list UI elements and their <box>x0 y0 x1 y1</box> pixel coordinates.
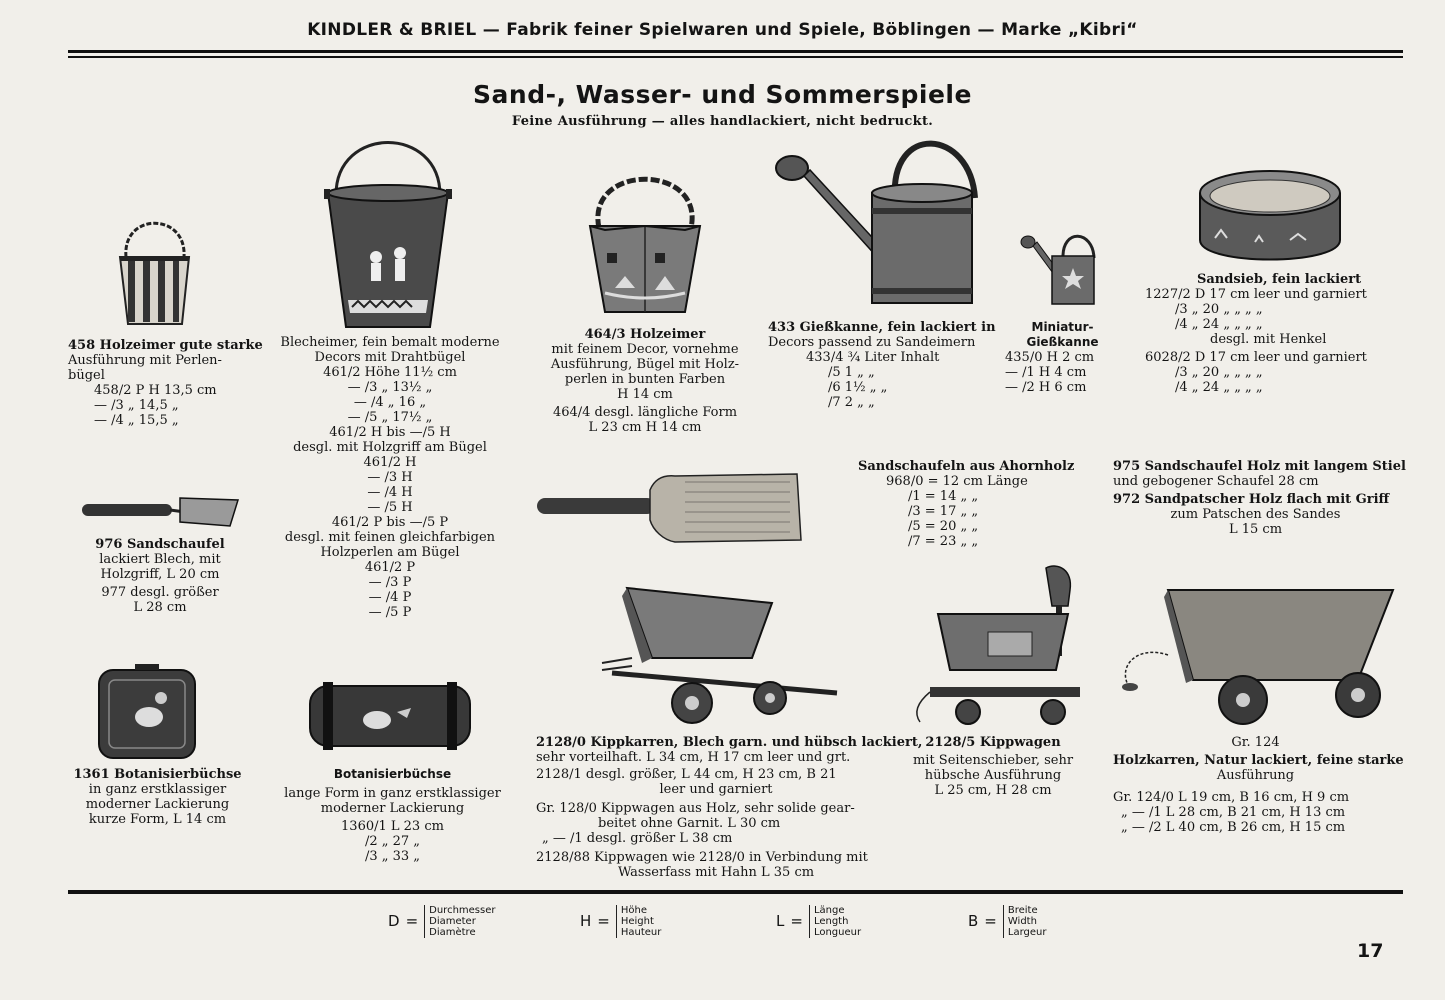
holzeimer-464-line: 464/3 Holzeimer <box>584 327 706 342</box>
botanisierbuechse-1360-text <box>275 767 510 864</box>
kippkarren-line: Wasserfass mit Hahn L 35 cm <box>617 865 815 880</box>
header-rule-thin <box>68 56 1403 58</box>
sandsieb-text <box>1145 272 1395 395</box>
wooden-shovel-illustration <box>535 470 805 550</box>
legend-word: Durchmesser <box>429 905 496 916</box>
legend-word: Diamètre <box>429 927 476 938</box>
sandschaufel-975-line: zum Patschen des Sandes <box>1170 507 1341 522</box>
wooden-cart-illustration <box>1098 585 1398 730</box>
miniature-watering-can-illustration <box>1018 228 1098 308</box>
legend-symbol: D <box>388 912 400 930</box>
catalog-header: KINDLER & BRIEL — Fabrik feiner Spielwaren und Spiele, Böblingen — Marke „Kibri“ <box>307 20 1138 40</box>
blecheimer-size: Holzperlen am Bügel <box>320 545 460 560</box>
blecheimer-text <box>275 335 505 620</box>
botanisier-1360-line: 1360/1 L 23 cm <box>341 819 444 834</box>
sandsieb-line: /4 „ 24 „ „ „ „ <box>1175 317 1263 332</box>
miniatur-line: Gießkanne <box>1026 335 1099 349</box>
miniatur-line: 435/0 H 2 cm <box>1005 350 1095 365</box>
legend-word: Länge <box>813 905 845 916</box>
blecheimer-size: 461/2 P bis —/5 P <box>331 515 449 530</box>
tipper-cart-illustration <box>592 578 842 728</box>
kippkarren-line: sehr vorteilhaft. L 34 cm, H 17 cm leer und grt. <box>536 750 851 765</box>
blecheimer-size: — /4 P <box>368 590 412 605</box>
holzkarren-line: „ — /1 L 28 cm, B 21 cm, H 13 cm <box>1121 805 1346 820</box>
sandschaufel-976-line: 977 desgl. größer <box>101 585 219 600</box>
sandsieb-line: /4 „ 24 „ „ „ „ <box>1175 380 1263 395</box>
sandschaufeln-line: /3 = 17 „ „ <box>908 504 979 519</box>
holzkarren-line: Holzkarren, Natur lackiert, feine starke <box>1113 753 1404 768</box>
legend-word: Longueur <box>813 927 862 938</box>
holzkarren-line: „ — /2 L 40 cm, B 26 cm, H 15 cm <box>1121 820 1346 835</box>
giesskanne-line: /7 2 „ „ <box>828 395 875 410</box>
holzeimer-458-line: bügel <box>68 368 105 383</box>
botanisierbuechse-1361-text <box>70 767 245 827</box>
holzeimer-464-line: Ausführung, Bügel mit Holz- <box>550 357 740 372</box>
blecheimer-size: 461/2 P <box>364 560 416 575</box>
holzeimer-458-line: 458 Holzeimer gute starke <box>68 338 263 353</box>
giesskanne-line: 433/4 ¾ Liter Inhalt <box>806 350 940 365</box>
holzeimer-458-size: — /4 „ 15,5 „ <box>94 413 179 428</box>
holzeimer-464-line: perlen in bunten Farben <box>564 372 726 387</box>
sandsieb-line: Sandsieb, fein lackiert <box>1197 272 1362 287</box>
holzeimer-458-text <box>68 338 263 428</box>
legend-symbol: L <box>776 912 785 930</box>
holzeimer-458-line: Ausführung mit Perlen- <box>68 353 222 368</box>
sandschaufel-976-line: lackiert Blech, mit <box>99 552 221 567</box>
kippkarren-line: Gr. 128/0 Kippwagen aus Holz, sehr solide gear- <box>536 801 855 816</box>
holzkarren-line: Gr. 124/0 L 19 cm, B 16 cm, H 9 cm <box>1113 790 1350 805</box>
giesskanne-text <box>768 320 996 410</box>
kippkarren-line: beitet ohne Garnit. L 30 cm <box>598 816 781 831</box>
holzkarren-text <box>1113 735 1404 835</box>
holzeimer-464-line: H 14 cm <box>617 387 673 402</box>
holzeimer-458-size: — /3 „ 14,5 „ <box>94 398 179 413</box>
legend-word: Höhe <box>620 905 647 916</box>
holzeimer-464-line: 464/4 desgl. längliche Form <box>552 405 738 420</box>
sandschaufel-976-line: L 28 cm <box>133 600 187 615</box>
kippkarren-line: 2128/1 desgl. größer, L 44 cm, H 23 cm, B 21 <box>536 767 837 782</box>
blecheimer-size: — /5 P <box>368 605 412 620</box>
tin-bucket-illustration <box>318 135 458 335</box>
legend-word: Breite <box>1007 905 1038 916</box>
botanisier-1360-line: /3 „ 33 „ <box>364 849 421 864</box>
blecheimer-size: — /3 P <box>368 575 412 590</box>
legend-height: H = Höhe Height Hauteur <box>580 905 662 938</box>
page-title: Sand-, Wasser- und Sommerspiele <box>473 80 972 109</box>
blecheimer-size: 461/2 H bis —/5 H <box>329 425 451 440</box>
short-botany-tin-illustration <box>95 662 200 762</box>
kippwagen-text <box>908 735 1078 798</box>
blecheimer-line: Decors mit Drahtbügel <box>314 350 466 365</box>
botanisier-1361-line: in ganz erstklassiger <box>88 782 227 797</box>
blecheimer-size: — /3 H <box>367 470 413 485</box>
holzeimer-464-text <box>540 327 750 435</box>
legend-symbol: H <box>580 912 592 930</box>
sandschaufeln-line: /5 = 20 „ „ <box>908 519 979 534</box>
decorated-wooden-bucket-illustration <box>585 168 705 318</box>
miniatur-line: — /2 H 6 cm <box>1005 380 1087 395</box>
kippkarren-line: leer und garniert <box>659 782 773 797</box>
blecheimer-size: 461/2 H <box>363 455 417 470</box>
sandschaufeln-line: 968/0 = 12 cm Länge <box>886 474 1028 489</box>
legend-width: B = Breite Width Largeur <box>968 905 1047 938</box>
kippkarren-line: 2128/0 Kippkarren, Blech garn. und hübsch lackiert, <box>536 735 923 750</box>
sandschaufeln-text <box>858 459 1075 549</box>
holzeimer-464-line: L 23 cm H 14 cm <box>588 420 702 435</box>
sandschaufel-976-line: Holzgriff, L 20 cm <box>100 567 220 582</box>
sandschaufeln-line: /7 = 23 „ „ <box>908 534 979 549</box>
page-number: 17 <box>1357 940 1384 962</box>
watering-can-illustration <box>770 138 990 308</box>
miniatur-giesskanne-text <box>1005 320 1120 395</box>
legend-word: Width <box>1007 916 1037 927</box>
sandschaufel-975-line: und gebogener Schaufel 28 cm <box>1113 474 1319 489</box>
sandschaufeln-line: Sandschaufeln aus Ahornholz <box>858 459 1075 474</box>
sandschaufel-975-text <box>1113 459 1406 537</box>
blecheimer-size: — /3 „ 13½ „ <box>347 380 433 395</box>
blecheimer-size: desgl. mit Holzgriff am Bügel <box>293 440 487 455</box>
long-botany-tin-illustration <box>305 678 475 753</box>
kippkarren-line: „ — /1 desgl. größer L 38 cm <box>542 831 733 846</box>
legend-symbol: B <box>968 912 979 930</box>
kippkarren-text <box>536 735 923 880</box>
kippwagen-line: hübsche Ausführung <box>924 768 1062 783</box>
sandschaufel-975-line: 972 Sandpatscher Holz flach mit Griff <box>1113 492 1390 507</box>
page-subtitle: Feine Ausführung — alles handlackiert, nicht bedruckt. <box>511 114 934 129</box>
header-rule <box>68 50 1403 53</box>
botanisier-1361-line: kurze Form, L 14 cm <box>88 812 227 827</box>
legend-length: L = Länge Length Longueur <box>776 905 862 938</box>
kippkarren-line: 2128/88 Kippwagen wie 2128/0 in Verbindung mit <box>536 850 868 865</box>
botanisier-1361-line: 1361 Botanisierbüchse <box>73 767 242 782</box>
sandsieb-line: /3 „ 20 „ „ „ „ <box>1175 302 1263 317</box>
sandsieb-line: 1227/2 D 17 cm leer und garniert <box>1145 287 1367 302</box>
sandsieb-line: /3 „ 20 „ „ „ „ <box>1175 365 1263 380</box>
legend-word: Diameter <box>429 916 476 927</box>
miniatur-line: — /1 H 4 cm <box>1005 365 1087 380</box>
legend-word: Largeur <box>1007 927 1047 938</box>
legend-word: Height <box>620 916 654 927</box>
footer-rule <box>68 890 1403 894</box>
blecheimer-size: desgl. mit feinen gleichfarbigen <box>284 530 496 545</box>
legend-word: Length <box>813 916 849 927</box>
botanisier-1360-line: lange Form in ganz erstklassiger <box>284 786 501 801</box>
holzeimer-458-size: 458/2 P H 13,5 cm <box>94 383 217 398</box>
botanisier-1360-line: /2 „ 27 „ <box>364 834 421 849</box>
blecheimer-size: 461/2 Höhe 11½ cm <box>323 365 457 380</box>
sandschaufel-975-line: L 15 cm <box>1228 522 1283 537</box>
tipper-wagon-illustration <box>908 562 1088 732</box>
giesskanne-line: Decors passend zu Sandeimern <box>768 335 976 350</box>
blecheimer-size: — /5 H <box>367 500 413 515</box>
kippwagen-line: mit Seitenschieber, sehr <box>912 753 1074 768</box>
blecheimer-line: Blecheimer, fein bemalt moderne <box>280 335 500 350</box>
botanisier-1361-line: moderner Lackierung <box>85 797 230 812</box>
sandsieb-line: 6028/2 D 17 cm leer und garniert <box>1145 350 1367 365</box>
kippwagen-line: L 25 cm, H 28 cm <box>934 783 1052 798</box>
legend-diameter: D = Durchmesser Diameter Diamètre <box>388 905 496 938</box>
botanisier-1360-line: moderner Lackierung <box>320 801 465 816</box>
wooden-bucket-illustration <box>112 212 197 327</box>
blecheimer-size: — /4 H <box>367 485 413 500</box>
giesskanne-line: /5 1 „ „ <box>828 365 875 380</box>
sandsieb-line: desgl. mit Henkel <box>1210 332 1327 347</box>
sandschaufel-976-line: 976 Sandschaufel <box>95 537 225 552</box>
botanisier-1360-line: Botanisierbüchse <box>333 767 452 781</box>
holzkarren-line: Ausführung <box>1216 768 1295 783</box>
holzkarren-line: Gr. 124 <box>1231 735 1280 750</box>
blecheimer-size: — /5 „ 17½ „ <box>347 410 433 425</box>
giesskanne-line: /6 1½ „ „ <box>828 380 888 395</box>
sandschaufeln-line: /1 = 14 „ „ <box>908 489 979 504</box>
sandschaufel-976-text <box>75 537 245 615</box>
blecheimer-size: — /4 „ 16 „ <box>353 395 427 410</box>
sand-sieve-illustration <box>1195 168 1345 263</box>
sandschaufel-975-line: 975 Sandschaufel Holz mit langem Stiel <box>1113 459 1406 474</box>
giesskanne-line: 433 Gießkanne, fein lackiert in <box>768 320 996 335</box>
holzeimer-464-line: mit feinem Decor, vornehme <box>551 342 739 357</box>
legend-word: Hauteur <box>620 927 662 938</box>
metal-shovel-illustration <box>80 490 240 530</box>
kippwagen-line: 2128/5 Kippwagen <box>925 735 1061 750</box>
miniatur-line: Miniatur- <box>1031 320 1094 334</box>
